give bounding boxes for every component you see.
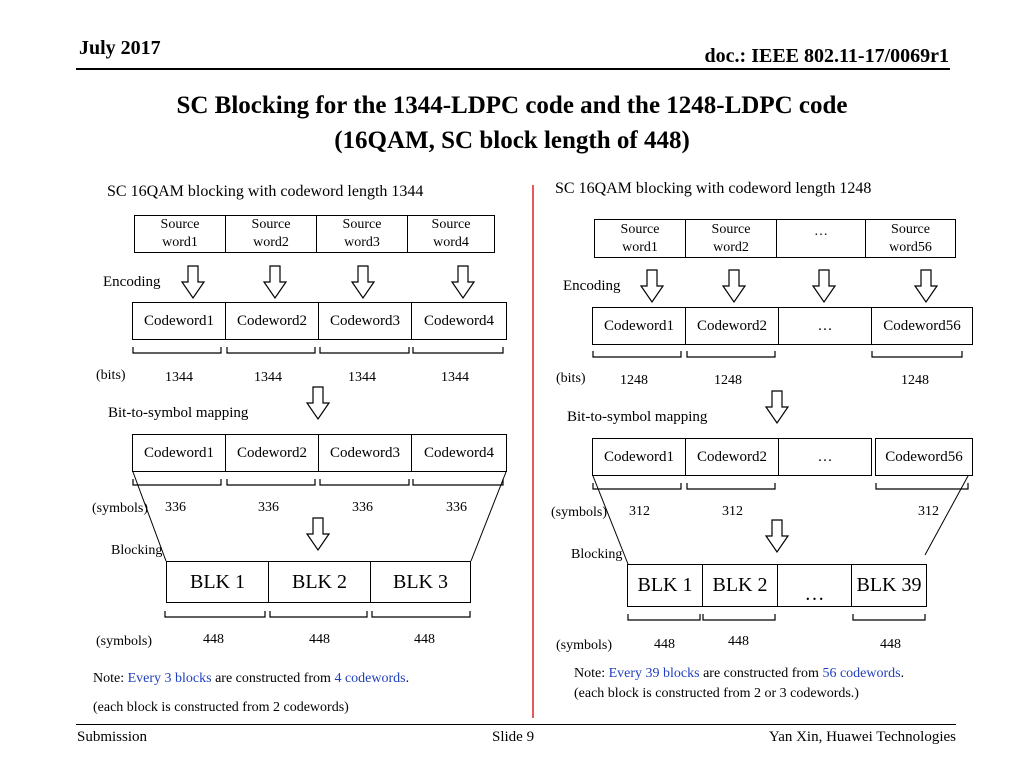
left-codeword-4: Codeword4 bbox=[411, 302, 507, 340]
right-source-word-2 bbox=[685, 219, 777, 258]
right-encoding-arrow-icon-1 bbox=[641, 270, 663, 302]
left-bits-2: 1344 bbox=[254, 370, 282, 385]
left-bits-1: 1344 bbox=[165, 370, 193, 385]
title-line-2: (16QAM, SC block length of 448) bbox=[334, 127, 690, 154]
right-codeword-ellipsis-mapped: … bbox=[778, 438, 872, 476]
left-block-brace-3 bbox=[372, 611, 470, 617]
left-symbols-brace-1 bbox=[133, 479, 221, 485]
right-codeword-2-mapped: Codeword2 bbox=[685, 438, 779, 476]
right-encoding-label: Encoding bbox=[563, 278, 621, 294]
left-mapping-arrow-icon bbox=[307, 387, 329, 419]
right-blocking-arrow-icon bbox=[766, 520, 788, 552]
left-note-end: . bbox=[405, 671, 410, 686]
left-block-brace-2 bbox=[270, 611, 367, 617]
title-line-1: SC Blocking for the 1344-LDPC code and the 1248-LDPC code bbox=[176, 92, 848, 119]
left-source-3-line1: Source bbox=[342, 217, 382, 232]
right-source-4-line2: word56 bbox=[889, 239, 932, 255]
right-bits-brace-3 bbox=[872, 351, 962, 357]
left-note-blocks: Every 3 blocks bbox=[127, 671, 212, 686]
right-block-symbols-2: 448 bbox=[728, 634, 749, 649]
right-source-3-line1: … bbox=[814, 224, 828, 239]
left-blocking-arrow-icon bbox=[307, 518, 329, 550]
left-note-detail: (each block is constructed from 2 codewords) bbox=[93, 700, 349, 715]
left-encoding-arrow-icon-3 bbox=[352, 266, 374, 298]
right-source-4-line1: Source bbox=[891, 221, 930, 237]
header-date: July 2017 bbox=[79, 37, 161, 59]
right-blocking-label: Blocking bbox=[571, 547, 623, 562]
right-block-symbols-1: 448 bbox=[654, 637, 675, 652]
right-block-ellipsis: … bbox=[777, 564, 852, 607]
right-encoding-arrow-icon-4 bbox=[915, 270, 937, 302]
left-bits-brace-4 bbox=[413, 347, 503, 353]
right-note-mid: are constructed from bbox=[699, 666, 823, 681]
left-encoding-arrow-icon-1 bbox=[182, 266, 204, 298]
left-block-2: BLK 2 bbox=[268, 561, 371, 603]
right-symbols-brace-2 bbox=[687, 483, 775, 489]
left-mapping-label: Bit-to-symbol mapping bbox=[108, 405, 249, 421]
left-source-word-3 bbox=[316, 215, 408, 253]
right-mapping-arrow-icon bbox=[766, 391, 788, 423]
right-source-2-line1: Source bbox=[711, 221, 751, 237]
left-source-1-line1: Source bbox=[160, 217, 200, 232]
left-bits-brace-1 bbox=[133, 347, 221, 353]
right-block-2: BLK 2 bbox=[702, 564, 778, 607]
left-symbols-4: 336 bbox=[446, 500, 467, 515]
left-source-4-line1: Source bbox=[431, 217, 471, 232]
left-bits-4: 1344 bbox=[441, 370, 469, 385]
right-source-1-line2: word1 bbox=[622, 239, 658, 255]
right-codeword-56-mapped: Codeword56 bbox=[875, 438, 973, 476]
left-bits-label: (bits) bbox=[96, 368, 126, 383]
right-symbols-56: 312 bbox=[918, 504, 939, 519]
right-encoding-arrow-icon-2 bbox=[723, 270, 745, 302]
left-symbols-brace-3 bbox=[320, 479, 409, 485]
right-symbols-1: 312 bbox=[629, 504, 650, 519]
left-source-1-line2: word1 bbox=[162, 235, 198, 250]
left-bits-3: 1344 bbox=[348, 370, 376, 385]
header-doc-id: doc.: IEEE 802.11-17/0069r1 bbox=[704, 45, 949, 67]
footer-submission: Submission bbox=[77, 729, 148, 745]
left-note bbox=[93, 671, 409, 687]
left-block-brace-1 bbox=[165, 611, 265, 617]
right-mapping-label: Bit-to-symbol mapping bbox=[567, 409, 708, 425]
right-block-symbols-label: (symbols) bbox=[556, 638, 612, 653]
left-bits-brace-3 bbox=[320, 347, 409, 353]
left-bits-brace-2 bbox=[227, 347, 315, 353]
right-symbols-brace-3 bbox=[876, 483, 968, 489]
left-block-symbols-2: 448 bbox=[309, 632, 330, 647]
footer-rule bbox=[76, 724, 956, 725]
right-note bbox=[574, 666, 904, 682]
right-block-symbols-39: 448 bbox=[880, 637, 901, 652]
left-heading: SC 16QAM blocking with codeword length 1344 bbox=[107, 183, 424, 200]
right-heading: SC 16QAM blocking with codeword length 1248 bbox=[555, 180, 872, 197]
left-symbols-3: 336 bbox=[352, 500, 373, 515]
right-note-detail: (each block is constructed from 2 or 3 codewords.) bbox=[574, 686, 859, 701]
left-block-symbols-1: 448 bbox=[203, 632, 224, 647]
right-note-blocks: Every 39 blocks bbox=[608, 666, 700, 681]
left-encoding-label: Encoding bbox=[103, 274, 161, 290]
left-codeword-2-mapped: Codeword2 bbox=[225, 434, 319, 472]
left-codeword-2: Codeword2 bbox=[225, 302, 319, 340]
left-symbols-label: (symbols) bbox=[92, 501, 148, 516]
left-encoding-arrow-icon-2 bbox=[264, 266, 286, 298]
left-block-symbols-3: 448 bbox=[414, 632, 435, 647]
left-source-2-line1: Source bbox=[251, 217, 291, 232]
left-codeword-1-mapped: Codeword1 bbox=[132, 434, 226, 472]
left-block-3: BLK 3 bbox=[370, 561, 471, 603]
right-codeword-1: Codeword1 bbox=[592, 307, 686, 345]
left-source-word-1 bbox=[134, 215, 226, 253]
left-note-prefix: Note: bbox=[93, 671, 128, 686]
left-symbols-2: 336 bbox=[258, 500, 279, 515]
left-block-1: BLK 1 bbox=[166, 561, 269, 603]
left-blocking-label: Blocking bbox=[111, 543, 163, 558]
right-block-39: BLK 39 bbox=[851, 564, 927, 607]
right-source-word-56 bbox=[865, 219, 956, 258]
right-symbols-label: (symbols) bbox=[551, 505, 607, 520]
right-block-brace-3 bbox=[853, 614, 925, 620]
left-note-codewords: 4 codewords bbox=[334, 671, 406, 686]
right-bits-brace-2 bbox=[687, 351, 775, 357]
left-codeword-4-mapped: Codeword4 bbox=[411, 434, 507, 472]
left-source-word-2 bbox=[225, 215, 317, 253]
right-codeword-2: Codeword2 bbox=[685, 307, 779, 345]
left-source-3-line2: word3 bbox=[344, 235, 380, 250]
right-symbols-2: 312 bbox=[722, 504, 743, 519]
left-symbols-brace-4 bbox=[413, 479, 503, 485]
right-bits-1: 1248 bbox=[620, 373, 648, 388]
left-source-word-4 bbox=[407, 215, 495, 253]
left-encoding-arrow-icon-4 bbox=[452, 266, 474, 298]
right-encoding-arrow-icon-3 bbox=[813, 270, 835, 302]
right-bits-brace-1 bbox=[593, 351, 681, 357]
left-source-2-line2: word2 bbox=[253, 235, 289, 250]
left-codeword-1: Codeword1 bbox=[132, 302, 226, 340]
footer-slide-number: Slide 9 bbox=[492, 729, 535, 745]
right-symbols-brace-1 bbox=[593, 483, 681, 489]
right-codeword-56: Codeword56 bbox=[871, 307, 973, 345]
right-source-word-1 bbox=[594, 219, 686, 258]
right-note-prefix: Note: bbox=[574, 666, 609, 681]
left-symbols-1: 336 bbox=[165, 500, 186, 515]
right-source-ellipsis bbox=[776, 219, 866, 258]
left-note-mid: are constructed from bbox=[211, 671, 335, 686]
right-codeword-1-mapped: Codeword1 bbox=[592, 438, 686, 476]
right-codeword-ellipsis: … bbox=[778, 307, 872, 345]
left-source-4-line2: word4 bbox=[433, 235, 469, 250]
right-bits-56: 1248 bbox=[901, 373, 929, 388]
right-note-end: . bbox=[900, 666, 905, 681]
left-codeword-3: Codeword3 bbox=[318, 302, 412, 340]
right-block-brace-2 bbox=[703, 614, 775, 620]
right-block-1: BLK 1 bbox=[627, 564, 703, 607]
left-symbols-brace-2 bbox=[227, 479, 315, 485]
right-bits-2: 1248 bbox=[714, 373, 742, 388]
right-source-1-line1: Source bbox=[620, 221, 660, 237]
left-block-symbols-label: (symbols) bbox=[96, 634, 152, 649]
right-source-2-line2: word2 bbox=[713, 239, 749, 255]
right-block-brace-1 bbox=[628, 614, 700, 620]
right-note-codewords: 56 codewords bbox=[822, 666, 901, 681]
left-codeword-3-mapped: Codeword3 bbox=[318, 434, 412, 472]
right-bits-label: (bits) bbox=[556, 371, 586, 386]
footer-author: Yan Xin, Huawei Technologies bbox=[768, 729, 956, 745]
